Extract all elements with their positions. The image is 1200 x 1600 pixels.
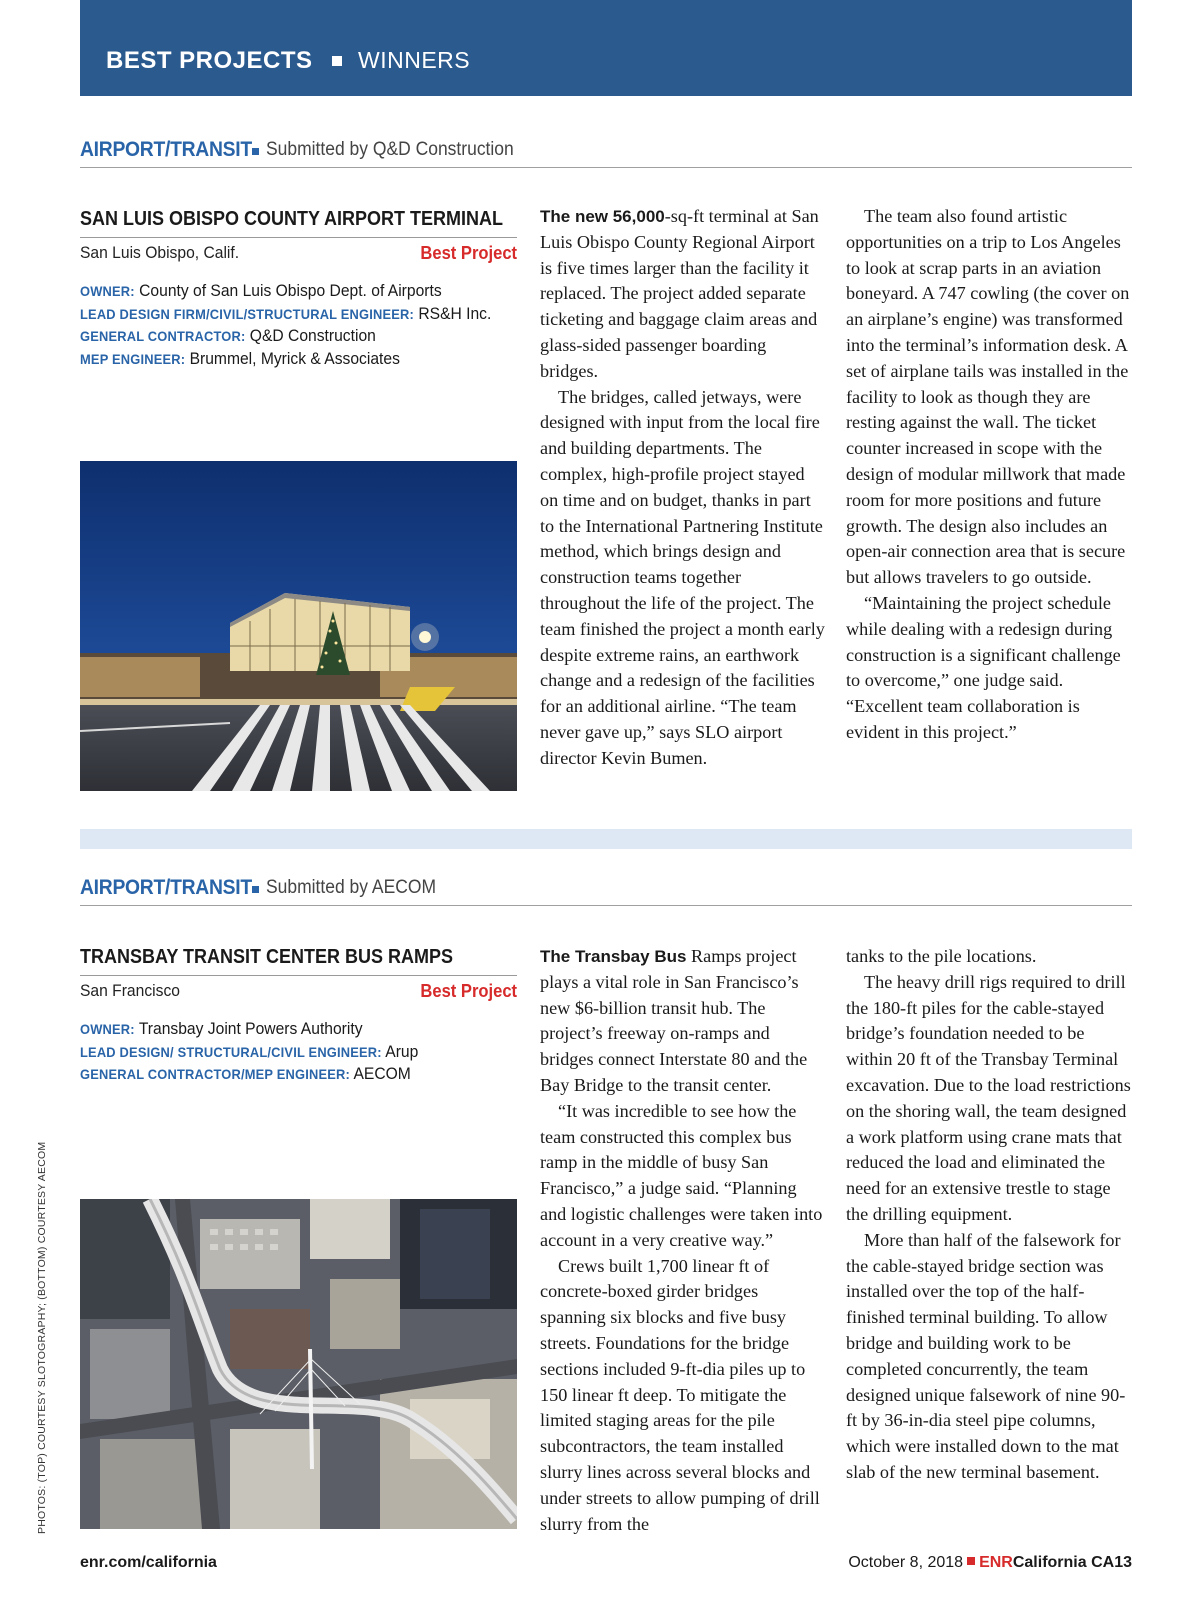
article-column-1 [540,204,825,772]
footer-url[interactable]: enr.com/california [80,1554,217,1571]
category-square-icon [252,886,259,893]
section-divider [80,829,1132,849]
article-column-2 [846,204,1131,746]
project-credits [80,1018,517,1086]
project-title: SAN LUIS OBISPO COUNTY AIRPORT TERMINAL [80,208,504,230]
project-title: TRANSBAY TRANSIT CENTER BUS RAMPS [80,946,454,968]
project-location: San Luis Obispo, Calif. [80,243,240,262]
project-info-2 [80,946,517,1086]
project-location: San Francisco [80,981,180,1000]
project-credits [80,280,517,370]
paragraph: “Maintaining the project schedule while dealing with a redesign during construction is a significant challenge to overcome,” one judge said. “Excellent team collaboration is evident in this project.” [846,592,1121,742]
subsection-title: WINNERS [358,47,471,73]
issue-date: October 8, 2018 [848,1554,964,1571]
project-info-1 [80,208,517,370]
paragraph: Ramps project plays a vital role in San Francisco’s new $6-billion transit hub. The project’s freeway on-ramps and bridges connect Interstate 80 and the Bay Bridge to the transit center. [540,946,808,1095]
category-label: AIRPORT/TRANSIT [80,876,252,899]
lead-in: The new 56,000 [540,207,665,226]
credit-contractor: GENERAL CONTRACTOR/MEP ENGINEER: AECOM [80,1064,411,1083]
header-square-icon [332,56,342,66]
article-column-4 [846,944,1131,1486]
credit-contractor: GENERAL CONTRACTOR: Q&D Construction [80,326,376,345]
paragraph: tanks to the pile locations. [846,946,1037,966]
category-label: AIRPORT/TRANSIT [80,138,252,161]
credit-mep: MEP ENGINEER: Brummel, Myrick & Associates [80,348,400,368]
submitted-by: Submitted by Q&D Construction [266,139,514,160]
edition-name: California [1012,1554,1087,1571]
submitted-by: Submitted by AECOM [266,877,437,898]
category-header-1 [80,138,1132,168]
paragraph: Crews built 1,700 linear ft of concrete-boxed girder bridges spanning six blocks and five busy streets. Foundations for the bridge sections included 9-ft-dia piles up to 150 linear ft deep. To mitigate the limited staging areas for the pile subcontractors, the team installed slurry lines across several blocks and under streets to allow pumping of drill slurry from the [540,1255,820,1534]
brand-name: ENR [979,1554,1013,1571]
bus-ramps-photo [80,1199,517,1529]
lead-in: The Transbay Bus [540,947,687,966]
page-number: CA13 [1091,1554,1132,1571]
airport-terminal-photo [80,461,517,791]
section-title: BEST PROJECTS [106,47,313,74]
category-square-icon [252,148,259,155]
article-column-3 [540,944,825,1537]
paragraph: The team also found artistic opportunities on a trip to Los Angeles to look at scrap parts in an aviation boneyard. A 747 cowling (the cover on an airplane’s engine) was transformed into the terminal’s information desk. A set of airplane tails was installed in the facility to look as though they are resting against the wall. The ticket counter increased in scope with the design of modular millwork that made room for more positions and future growth. The design also includes an open-air connection area that is secure but allows travelers to go outside. [846,206,1130,588]
footer-square-icon [967,1557,975,1565]
award-badge: Best Project [420,981,517,1001]
paragraph: More than half of the falsework for the cable-stayed bridge section was installed over the top of the half-finished terminal building. To allow bridge and building work to be completed concurrently, the team designed unique falsework of nine 90-ft by 36-in-dia steel pipe columns, which were installed down to the mat slab of the new terminal basement. [846,1229,1126,1482]
footer-folio [848,1554,1132,1572]
credit-design: LEAD DESIGN/ STRUCTURAL/CIVIL ENGINEER: Arup [80,1041,419,1061]
paragraph: “It was incredible to see how the team constructed this complex bus ramp in the middle of busy San Francisco,” a judge said. “Planning and logistic challenges were taken into account in a very creative way.” [540,1100,823,1250]
category-header-2 [80,876,1132,906]
paragraph: -sq-ft terminal at San Luis Obispo County Regional Airport is five times larger than the facility it replaced. The project added separate ticketing and baggage claim areas and glass-sided passenger boarding bridges. [540,206,819,381]
credit-owner: OWNER: County of San Luis Obispo Dept. of Airports [80,281,442,300]
photo-credit: PHOTOS: (TOP) COURTESY SLOTOGRAPHY; (BOTTOM) COURTESY AECOM [36,1141,48,1534]
paragraph: The heavy drill rigs required to drill the 180-ft piles for the cable-stayed bridge’s foundation needed to be within 20 ft of the Transbay Terminal excavation. Due to the load restrictions on the shoring wall, the team designed a work platform using crane mats that reduced the load and eliminated the need for an extensive trestle to stage the drilling equipment. [846,971,1131,1224]
header-bar [80,0,1132,96]
paragraph: The bridges, called jetways, were designed with input from the local fire and building departments. The complex, high-profile project stayed on time and on budget, thanks in part to the International Partnering Institute method, which brings design and construction teams together throughout the life of the project. The team finished the project a month early despite extreme rains, an earthwork change and a redesign of the facilities for an additional airline. “The team never gave up,” says SLO airport director Kevin Bumen. [540,386,825,768]
credit-owner: OWNER: Transbay Joint Powers Authority [80,1019,363,1038]
award-badge: Best Project [420,243,517,263]
credit-design: LEAD DESIGN FIRM/CIVIL/STRUCTURAL ENGINEER: RS&H Inc. [80,303,492,323]
